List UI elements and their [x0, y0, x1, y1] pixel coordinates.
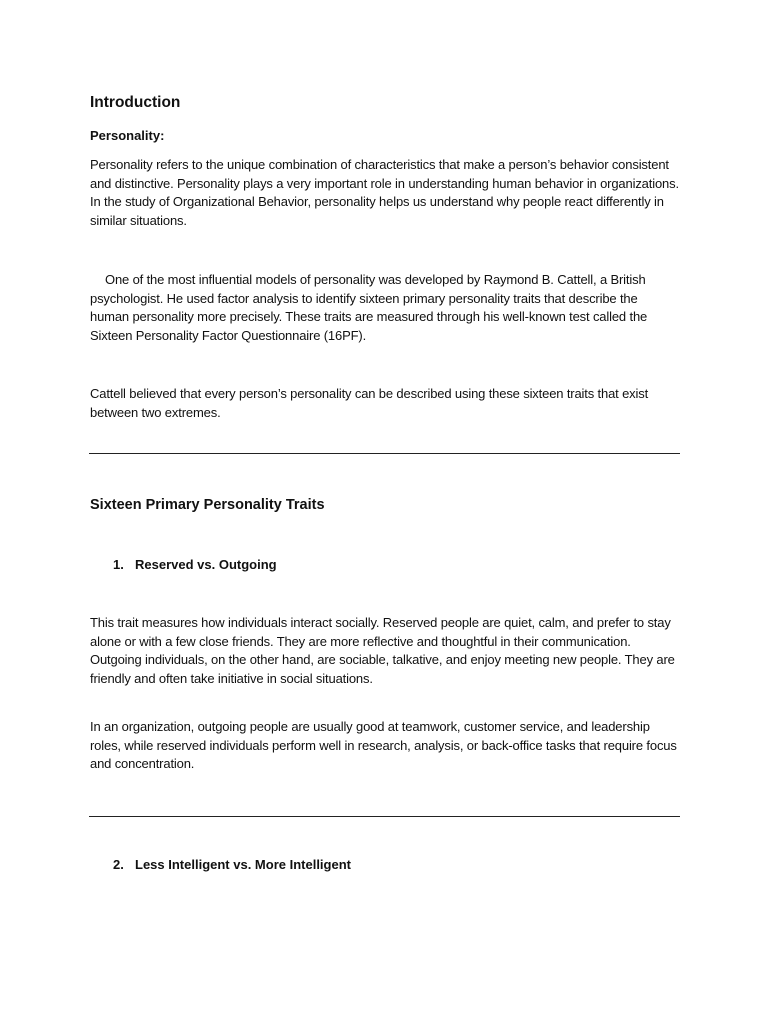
intro-paragraph-2-block: [90, 271, 680, 346]
list-number: 2.: [113, 857, 124, 872]
trait-1-paragraph-2: In an organization, outgoing people are usually good at teamwork, customer service, and leadership roles, while reserved individuals perform well in research, analysis, or back-office tasks that require focus and concentration.: [90, 719, 677, 772]
intro-heading-block: [90, 93, 680, 113]
intro-paragraph-3-block: [90, 385, 680, 422]
intro-heading: Introduction: [90, 94, 181, 111]
trait-1-paragraph-2-block: [90, 718, 680, 774]
intro-paragraph-1: Personality refers to the unique combination of characteristics that make a person’s behavior consistent and distinctive. Personality plays a very important role in understanding human behavior in organizations. In the study of Organizational Behavior, personality helps us understand why people react differently in similar situations.: [90, 157, 679, 229]
trait-1-paragraph-1-block: [90, 614, 680, 689]
personality-subheading: Personality:: [90, 128, 165, 143]
intro-paragraph-1-block: [90, 156, 680, 231]
traits-heading-block: [90, 495, 680, 515]
list-item-trait-2: [113, 856, 673, 874]
trait-title: Reserved vs. Outgoing: [135, 557, 277, 572]
intro-paragraph-2: One of the most influential models of personality was developed by Raymond B. Cattell, a British psychologist. He used factor analysis to identify sixteen primary personality traits that describe the human personality more precisely. These traits are measured through his well-known test called the Sixteen Personality Factor Questionnaire (16PF).: [90, 272, 648, 344]
section-divider-2: [89, 816, 680, 817]
personality-subheading-block: [90, 127, 680, 145]
list-item-trait-1: [113, 556, 673, 574]
intro-paragraph-3: Cattell believed that every person’s personality can be described using these sixteen traits that exist between two extremes.: [90, 386, 649, 420]
traits-heading: Sixteen Primary Personality Traits: [90, 497, 325, 513]
trait-1-paragraph-1: This trait measures how individuals interact socially. Reserved people are quiet, calm, and prefer to stay alone or with a few close friends. They are more reflective and thoughtful in their communication. Outgoing individuals, on the other hand, are sociable, talkative, and enjoy meeting new people. They are friendly and often take initiative in social situations.: [90, 615, 675, 687]
list-number: 1.: [113, 557, 124, 572]
section-divider-1: [89, 453, 680, 454]
trait-title: Less Intelligent vs. More Intelligent: [135, 857, 351, 872]
